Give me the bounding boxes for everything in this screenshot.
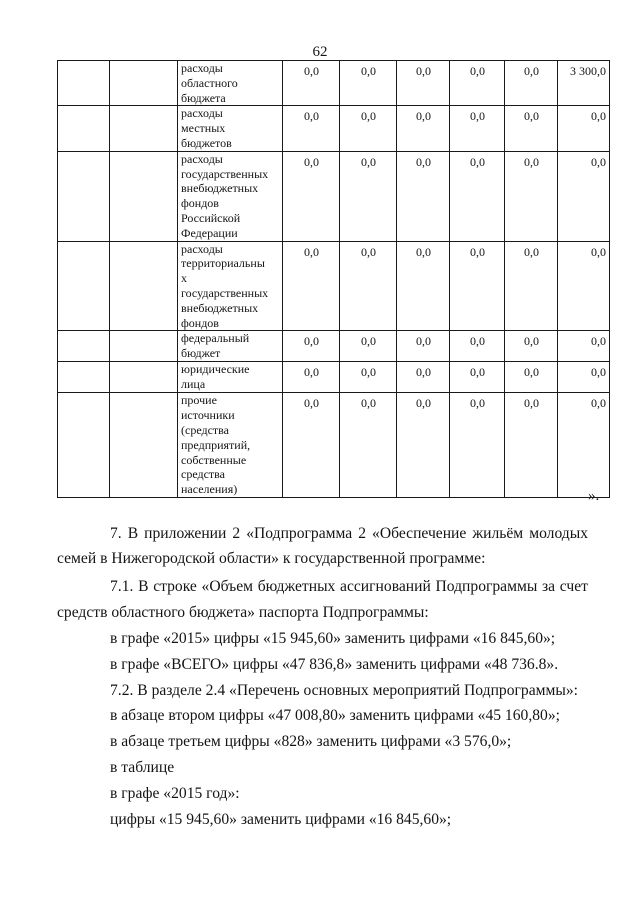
row-label-line: государственных [181, 166, 269, 181]
value-cell: 0,0 [397, 241, 450, 331]
value-cell: 0,0 [558, 151, 610, 241]
row-label-line: лица [181, 377, 206, 392]
row-label-line: расходы [181, 61, 223, 75]
row-label-cell [178, 106, 283, 151]
budget-table-body [58, 61, 610, 498]
value-cell: 0,0 [283, 61, 340, 106]
table-row [58, 151, 610, 241]
item-7-1-line-2: средств областного бюджета» паспорта Подпрограммы: [57, 604, 429, 621]
row-label-line: бюджета [181, 90, 226, 105]
item-7-2-line: 7.2. В разделе 2.4 «Перечень основных мероприятий Подпрограммы»: [110, 682, 578, 699]
table-row [58, 241, 610, 331]
row-label-line: предприятий, [181, 437, 251, 452]
closing-quote: ». [588, 488, 600, 504]
value-cell: 0,0 [558, 241, 610, 331]
value-cell: 0,0 [283, 362, 340, 393]
value-cell: 0,0 [505, 331, 558, 362]
empty-cell-b [110, 362, 178, 393]
value-cell: 0,0 [340, 61, 397, 106]
paragraph-third-line: в абзаце третьем цифры «828» заменить цифрами «3 576,0»; [110, 733, 512, 750]
row-label-cell [178, 393, 283, 498]
row-label-line: юридические [181, 362, 250, 377]
value-cell: 0,0 [450, 362, 505, 393]
table-row [58, 61, 610, 106]
item-7-line-1: 7. В приложении 2 «Подпрограмма 2 «Обеспечение жильём молодых [110, 525, 588, 542]
row-label-line: расходы [181, 241, 223, 256]
row-label-line: прочие [181, 393, 217, 408]
row-label-line: фондов [181, 196, 219, 211]
value-cell: 0,0 [283, 241, 340, 331]
value-cell: 3 300,0 [558, 61, 610, 106]
value-cell: 0,0 [397, 61, 450, 106]
empty-cell-a [58, 393, 110, 498]
value-cell: 0,0 [505, 241, 558, 331]
in-table-line: в таблице [110, 759, 175, 776]
replace-total-line: в графе «ВСЕГО» цифры «47 836,8» заменить цифрами «48 736.8». [110, 656, 559, 673]
value-cell: 0,0 [397, 393, 450, 498]
value-cell: 0,0 [450, 151, 505, 241]
row-label-line: средства [181, 467, 226, 482]
row-label-line: Федерации [181, 225, 238, 240]
row-label-line: Российской [181, 210, 241, 225]
value-cell: 0,0 [283, 393, 340, 498]
empty-cell-a [58, 151, 110, 241]
value-cell: 0,0 [340, 393, 397, 498]
row-label-line: х [181, 271, 187, 286]
empty-cell-a [58, 61, 110, 106]
empty-cell-a [58, 362, 110, 393]
value-cell: 0,0 [397, 362, 450, 393]
value-cell: 0,0 [450, 106, 505, 151]
item-7-line-2: семей в Нижегородской области» к государственной программе: [57, 550, 486, 567]
value-cell: 0,0 [283, 331, 340, 362]
row-label-cell [178, 151, 283, 241]
value-cell: 0,0 [505, 151, 558, 241]
value-cell: 0,0 [450, 393, 505, 498]
row-label-line: расходы [181, 151, 223, 166]
row-label-line: населения) [181, 482, 238, 497]
row-label-cell [178, 362, 283, 393]
value-cell: 0,0 [558, 362, 610, 393]
value-cell: 0,0 [397, 331, 450, 362]
value-cell: 0,0 [505, 362, 558, 393]
empty-cell-b [110, 61, 178, 106]
digits-replace-line: цифры «15 945,60» заменить цифрами «16 845,60»; [110, 811, 452, 828]
row-label-cell [178, 61, 283, 106]
row-label-line: собственные [181, 452, 247, 467]
row-label-line: областного [181, 75, 238, 90]
row-label-cell [178, 331, 283, 362]
empty-cell-b [110, 393, 178, 498]
table-row [58, 393, 610, 498]
table-row [58, 331, 610, 362]
value-cell: 0,0 [340, 151, 397, 241]
column-2015-year-line: в графе «2015 год»: [110, 785, 240, 802]
row-label-line: внебюджетных [181, 300, 259, 315]
budget-table [57, 60, 610, 498]
value-cell: 0,0 [505, 393, 558, 498]
value-cell: 0,0 [340, 106, 397, 151]
page-number: 62 [312, 44, 328, 60]
row-label-line: государственных [181, 285, 269, 300]
row-label-line: бюджетов [181, 135, 232, 150]
empty-cell-b [110, 331, 178, 362]
row-label-line: источники [181, 408, 235, 423]
row-label-line: местных [181, 121, 226, 136]
value-cell: 0,0 [283, 106, 340, 151]
table-row [58, 106, 610, 151]
empty-cell-a [58, 106, 110, 151]
value-cell: 0,0 [340, 362, 397, 393]
value-cell: 0,0 [450, 331, 505, 362]
value-cell: 0,0 [558, 331, 610, 362]
paragraph-second-line: в абзаце втором цифры «47 008,80» заменить цифрами «45 160,80»; [110, 707, 560, 724]
value-cell: 0,0 [558, 106, 610, 151]
empty-cell-b [110, 106, 178, 151]
value-cell: 0,0 [340, 331, 397, 362]
item-7-1-line-1: 7.1. В строке «Объем бюджетных ассигнований Подпрограммы за счет [110, 578, 588, 595]
value-cell: 0,0 [505, 106, 558, 151]
row-label-line: бюджет [181, 346, 221, 361]
row-label-line: фондов [181, 315, 219, 330]
row-label-line: (средства [181, 422, 229, 437]
empty-cell-b [110, 241, 178, 331]
value-cell: 0,0 [397, 151, 450, 241]
value-cell: 0,0 [450, 61, 505, 106]
value-cell: 0,0 [558, 393, 610, 498]
value-cell: 0,0 [397, 106, 450, 151]
row-label-line: внебюджетных [181, 181, 259, 196]
value-cell: 0,0 [450, 241, 505, 331]
empty-cell-a [58, 241, 110, 331]
replace-2015-line: в графе «2015» цифры «15 945,60» заменить цифрами «16 845,60»; [110, 630, 556, 647]
value-cell: 0,0 [505, 61, 558, 106]
empty-cell-b [110, 151, 178, 241]
row-label-line: расходы [181, 106, 223, 121]
value-cell: 0,0 [283, 151, 340, 241]
value-cell: 0,0 [340, 241, 397, 331]
empty-cell-a [58, 331, 110, 362]
row-label-cell [178, 241, 283, 331]
row-label-line: территориальны [181, 256, 265, 271]
row-label-line: федеральный [181, 331, 250, 346]
table-row [58, 362, 610, 393]
